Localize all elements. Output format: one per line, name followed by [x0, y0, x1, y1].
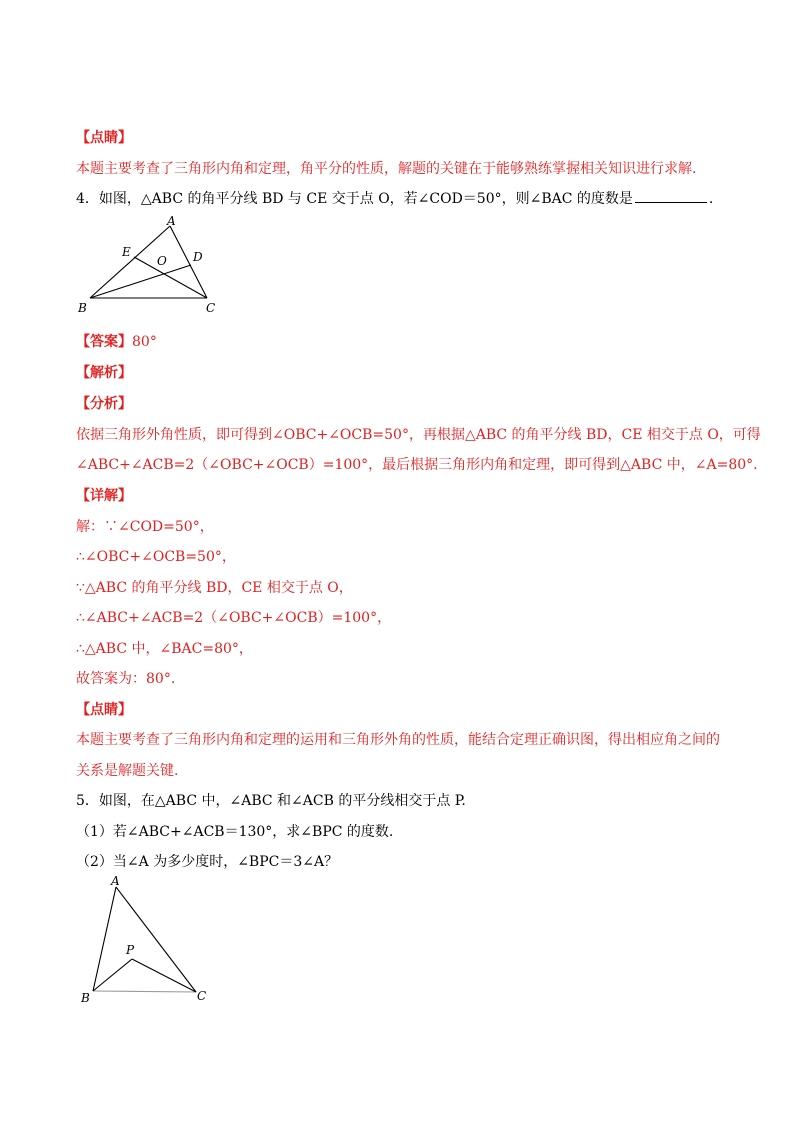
label-b: B	[78, 301, 87, 315]
label-c: C	[206, 301, 216, 315]
fenxi-line-2: ∠ABC+∠ACB=2（∠OBC+∠OCB）=100°，最后根据三角形内角和定理，即可得到△ABC 中，∠A=80°.	[76, 457, 758, 473]
section-tag-dianjing: 【点睛】	[76, 130, 132, 146]
dianjing-line-2: 关系是解题关键.	[76, 763, 179, 779]
dianjing-line-1: 本题主要考查了三角形内角和定理的运用和三角形外角的性质，能结合定理正确识图，得出相应角之间的	[76, 732, 720, 748]
question-4	[76, 189, 713, 209]
label-a: A	[111, 874, 120, 888]
label-p: P	[126, 943, 135, 957]
answer-value: 80°	[132, 334, 157, 350]
bisector-bd	[90, 265, 191, 298]
question-5-part-1: （1）若∠ABC+∠ACB＝130°，求∠BPC 的度数.	[76, 824, 394, 840]
bisector-cp	[132, 959, 196, 992]
answer-blank	[635, 189, 707, 203]
triangle-figure-q4	[76, 212, 236, 322]
question-5-part-2: （2）当∠A 为多少度时，∠BPC＝3∠A？	[76, 854, 339, 870]
section-tag-jiexi: 【解析】	[76, 365, 132, 381]
solution-step: 故答案为：80°.	[76, 671, 176, 687]
label-o: O	[157, 254, 167, 268]
label-e: E	[122, 245, 131, 259]
solution-step: ∴∠ABC+∠ACB=2（∠OBC+∠OCB）=100°，	[76, 610, 392, 626]
solution-step: ∴∠OBC+∠OCB=50°，	[76, 549, 236, 565]
label-c: C	[197, 989, 207, 1003]
edge-ac	[116, 887, 196, 992]
label-b: B	[81, 991, 90, 1005]
answer-tag: 【答案】	[76, 334, 132, 350]
triangle-figure-q5	[76, 872, 236, 1012]
section-tag-dianjing-2: 【点睛】	[76, 702, 132, 718]
label-d: D	[193, 250, 203, 264]
question-4-end: .	[708, 191, 714, 207]
section-tag-fenxi: 【分析】	[76, 396, 132, 412]
fenxi-line-1: 依据三角形外角性质，即可得到∠OBC+∠OCB=50°，再根据△ABC 的角平分线 BD，CE 相交于点 O，可得	[76, 427, 761, 443]
dianjing-text: 本题主要考查了三角形内角和定理，角平分的性质，解题的关键在于能够熟练掌握相关知识进行求解.	[76, 161, 697, 177]
question-4-text: 4．如图，△ABC 的角平分线 BD 与 CE 交于点 O，若∠COD＝50°，则∠BAC 的度数是	[76, 191, 633, 207]
solution-step: 解：∵∠COD=50°，	[76, 519, 214, 535]
section-tag-xiangjie: 【详解】	[76, 488, 132, 504]
edge-bc	[93, 991, 196, 992]
label-a: A	[167, 214, 176, 228]
answer-line	[76, 332, 157, 352]
solution-step: ∴△ABC 中，∠BAC=80°，	[76, 641, 253, 657]
question-5: 5．如图，在△ABC 中，∠ABC 和∠ACB 的平分线相交于点 P.	[76, 793, 466, 809]
solution-step: ∵△ABC 的角平分线 BD，CE 相交于点 O，	[76, 580, 353, 596]
